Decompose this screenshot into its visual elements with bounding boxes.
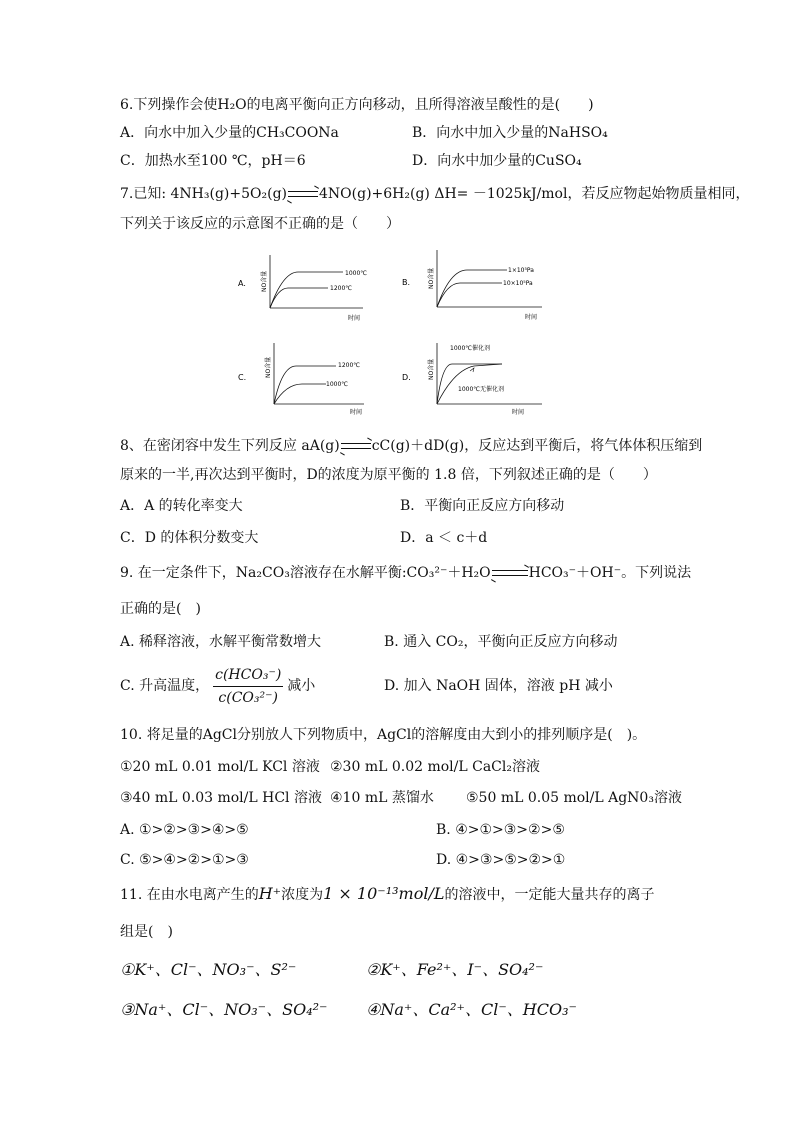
q11-hydrogen-ion: H⁺ — [258, 884, 282, 903]
q8-option-a: A．A 的转化率变大 — [120, 498, 243, 514]
q10-solution-1: ①20 mL 0.01 mol/L KCl 溶液 — [120, 759, 320, 775]
q10-option-b: B. ④>①>③>②>⑤ — [436, 822, 565, 838]
q9-stem — [120, 563, 691, 583]
graph-curve-low — [274, 384, 326, 404]
graph-b — [402, 245, 547, 329]
graph-curve-label: 10×10⁵Pa — [503, 280, 533, 287]
graph-letter: A. — [238, 279, 246, 288]
graph-curve-low — [437, 283, 502, 307]
q7-stem-post: 4NO(g)+6H₂(g) ΔH= －1025kJ/mol，若反应物起始物质量相同， — [319, 186, 750, 202]
q11-concentration: 1 × 10⁻¹³mol/L — [323, 884, 445, 903]
graph-xlabel: 时间 — [525, 314, 538, 321]
q9-option-c-pre: C. 升高温度， — [120, 678, 210, 694]
q8-option-b: B．平衡向正反应方向移动 — [400, 498, 565, 514]
graph-curve-label: 1×10⁵Pa — [508, 267, 534, 274]
graph-letter: D. — [402, 373, 411, 382]
q6-option-a: A．向水中加入少量的CH₃COONa — [120, 125, 339, 141]
fraction-numerator: c(HCO₃⁻) — [213, 665, 283, 687]
q7-stem — [120, 184, 749, 204]
q11-group-3: ③Na⁺、Cl⁻、NO₃⁻、SO₄²⁻ — [120, 1000, 328, 1019]
q10-option-d: D. ④>③>⑤>②>① — [436, 852, 566, 868]
fraction-denominator: c(CO₃²⁻) — [218, 689, 278, 706]
graph-xlabel: 时间 — [348, 315, 361, 322]
q11-stem2: 组是( ) — [120, 924, 173, 940]
q9-option-b: B. 通入 CO₂，平衡向正反应方向移动 — [384, 634, 618, 650]
q6-stem: 6.下列操作会使H₂O的电离平衡向正方向移动，且所得溶液呈酸性的是( ) — [120, 97, 594, 113]
graph-curve-label: 1000℃无催化剂 — [458, 386, 505, 393]
equilibrium-arrow-icon — [288, 190, 318, 198]
graph-ylabel: NO含量 — [265, 356, 272, 378]
q10-option-c: C. ⑤>④>②>①>③ — [120, 852, 249, 868]
q9-option-a: A. 稀释溶液，水解平衡常数增大 — [120, 634, 322, 650]
graph-letter: B. — [402, 278, 411, 287]
fraction — [213, 665, 283, 708]
q11-group-2: ②K⁺、Fe²⁺、I⁻、SO₄²⁻ — [366, 960, 544, 979]
q10-option-a: A. ①>②>③>④>⑤ — [120, 822, 249, 838]
q8-option-d: D．a ＜ c＋d — [400, 530, 488, 546]
q7-stem-pre: 7.已知: 4NH₃(g)+5O₂(g) — [120, 186, 288, 202]
graph-a — [238, 250, 368, 329]
q9-stem-pre: 9. 在一定条件下，Na₂CO₃溶液存在水解平衡:CO₃²⁻＋H₂O — [120, 565, 491, 581]
q9-stem-post: HCO₃⁻＋OH⁻。下列说法 — [528, 565, 692, 581]
q11-stem-mid: 浓度为 — [281, 887, 324, 903]
q9-option-c — [120, 660, 315, 712]
graph-ylabel: NO含量 — [261, 270, 268, 292]
q9-option-c-post: 减小 — [287, 678, 316, 694]
q8-stem-post: cC(g)＋dD(g)，反应达到平衡后，将气体体积压缩到 — [371, 438, 703, 454]
q10-solution-5: ⑤50 mL 0.05 mol/L AgN0₃溶液 — [466, 790, 682, 806]
q10-solution-2: ②30 mL 0.02 mol/L CaCl₂溶液 — [330, 759, 540, 775]
q11-stem-post: 的溶液中，一定能大量共存的离子 — [444, 887, 655, 903]
graph-c — [238, 338, 368, 422]
q9-option-d: D. 加入 NaOH 固体，溶液 pH 减小 — [384, 678, 613, 694]
graph-xlabel: 时间 — [350, 409, 363, 416]
graph-curve-no-catalyst — [437, 364, 505, 404]
q8-option-c: C．D 的体积分数变大 — [120, 530, 259, 546]
q8-stem-pre: 8、在密闭容中发生下列反应 aA(g) — [120, 438, 340, 454]
graph-d — [402, 338, 547, 422]
graph-curve-catalyst — [437, 364, 505, 404]
graph-ylabel: NO含量 — [428, 358, 435, 380]
q11-stem — [120, 884, 654, 905]
equilibrium-arrow-icon — [341, 442, 371, 450]
graph-curve-low — [270, 288, 328, 308]
graph-curve-label: 1200℃ — [330, 285, 353, 292]
q11-group-4: ④Na⁺、Ca²⁺、Cl⁻、HCO₃⁻ — [366, 1000, 577, 1019]
q11-stem-pre: 11. 在由水电离产生的 — [120, 887, 259, 903]
q6-option-d: D．向水中加少量的CuSO₄ — [412, 153, 582, 169]
q8-stem2: 原来的一半,再次达到平衡时，D的浓度为原平衡的 1.8 倍，下列叙述正确的是（ ） — [120, 467, 657, 483]
graph-curve-label: 1000℃ — [326, 381, 349, 388]
q10-solution-4: ④10 mL 蒸馏水 — [330, 790, 434, 806]
q10-solution-3: ③40 mL 0.03 mol/L HCl 溶液 — [120, 790, 322, 806]
q9-stem2: 正确的是( ) — [120, 601, 201, 617]
graph-curve-label: 1000℃ — [345, 270, 368, 277]
graph-curve-label: 1000℃催化剂 — [450, 345, 491, 352]
graph-ylabel: NO含量 — [428, 267, 435, 289]
q8-stem — [120, 436, 702, 456]
graph-letter: C. — [238, 373, 247, 382]
arrow-icon — [470, 368, 474, 372]
equilibrium-arrow-icon — [492, 569, 528, 577]
graph-curve-label: 1200℃ — [338, 362, 361, 369]
q7-stem2: 下列关于该反应的示意图不正确的是（ ） — [120, 216, 400, 232]
q11-group-1: ①K⁺、Cl⁻、NO₃⁻、S²⁻ — [120, 960, 297, 979]
q10-stem: 10. 将足量的AgCl分别放人下列物质中，AgCl的溶解度由大到小的排列顺序是( )。 — [120, 727, 647, 743]
graph-curve-high — [437, 270, 507, 307]
graph-xlabel: 时间 — [512, 409, 525, 416]
q6-option-c: C．加热水至100 ℃，pH＝6 — [120, 153, 306, 169]
q6-option-b: B．向水中加入少量的NaHSO₄ — [412, 125, 608, 141]
